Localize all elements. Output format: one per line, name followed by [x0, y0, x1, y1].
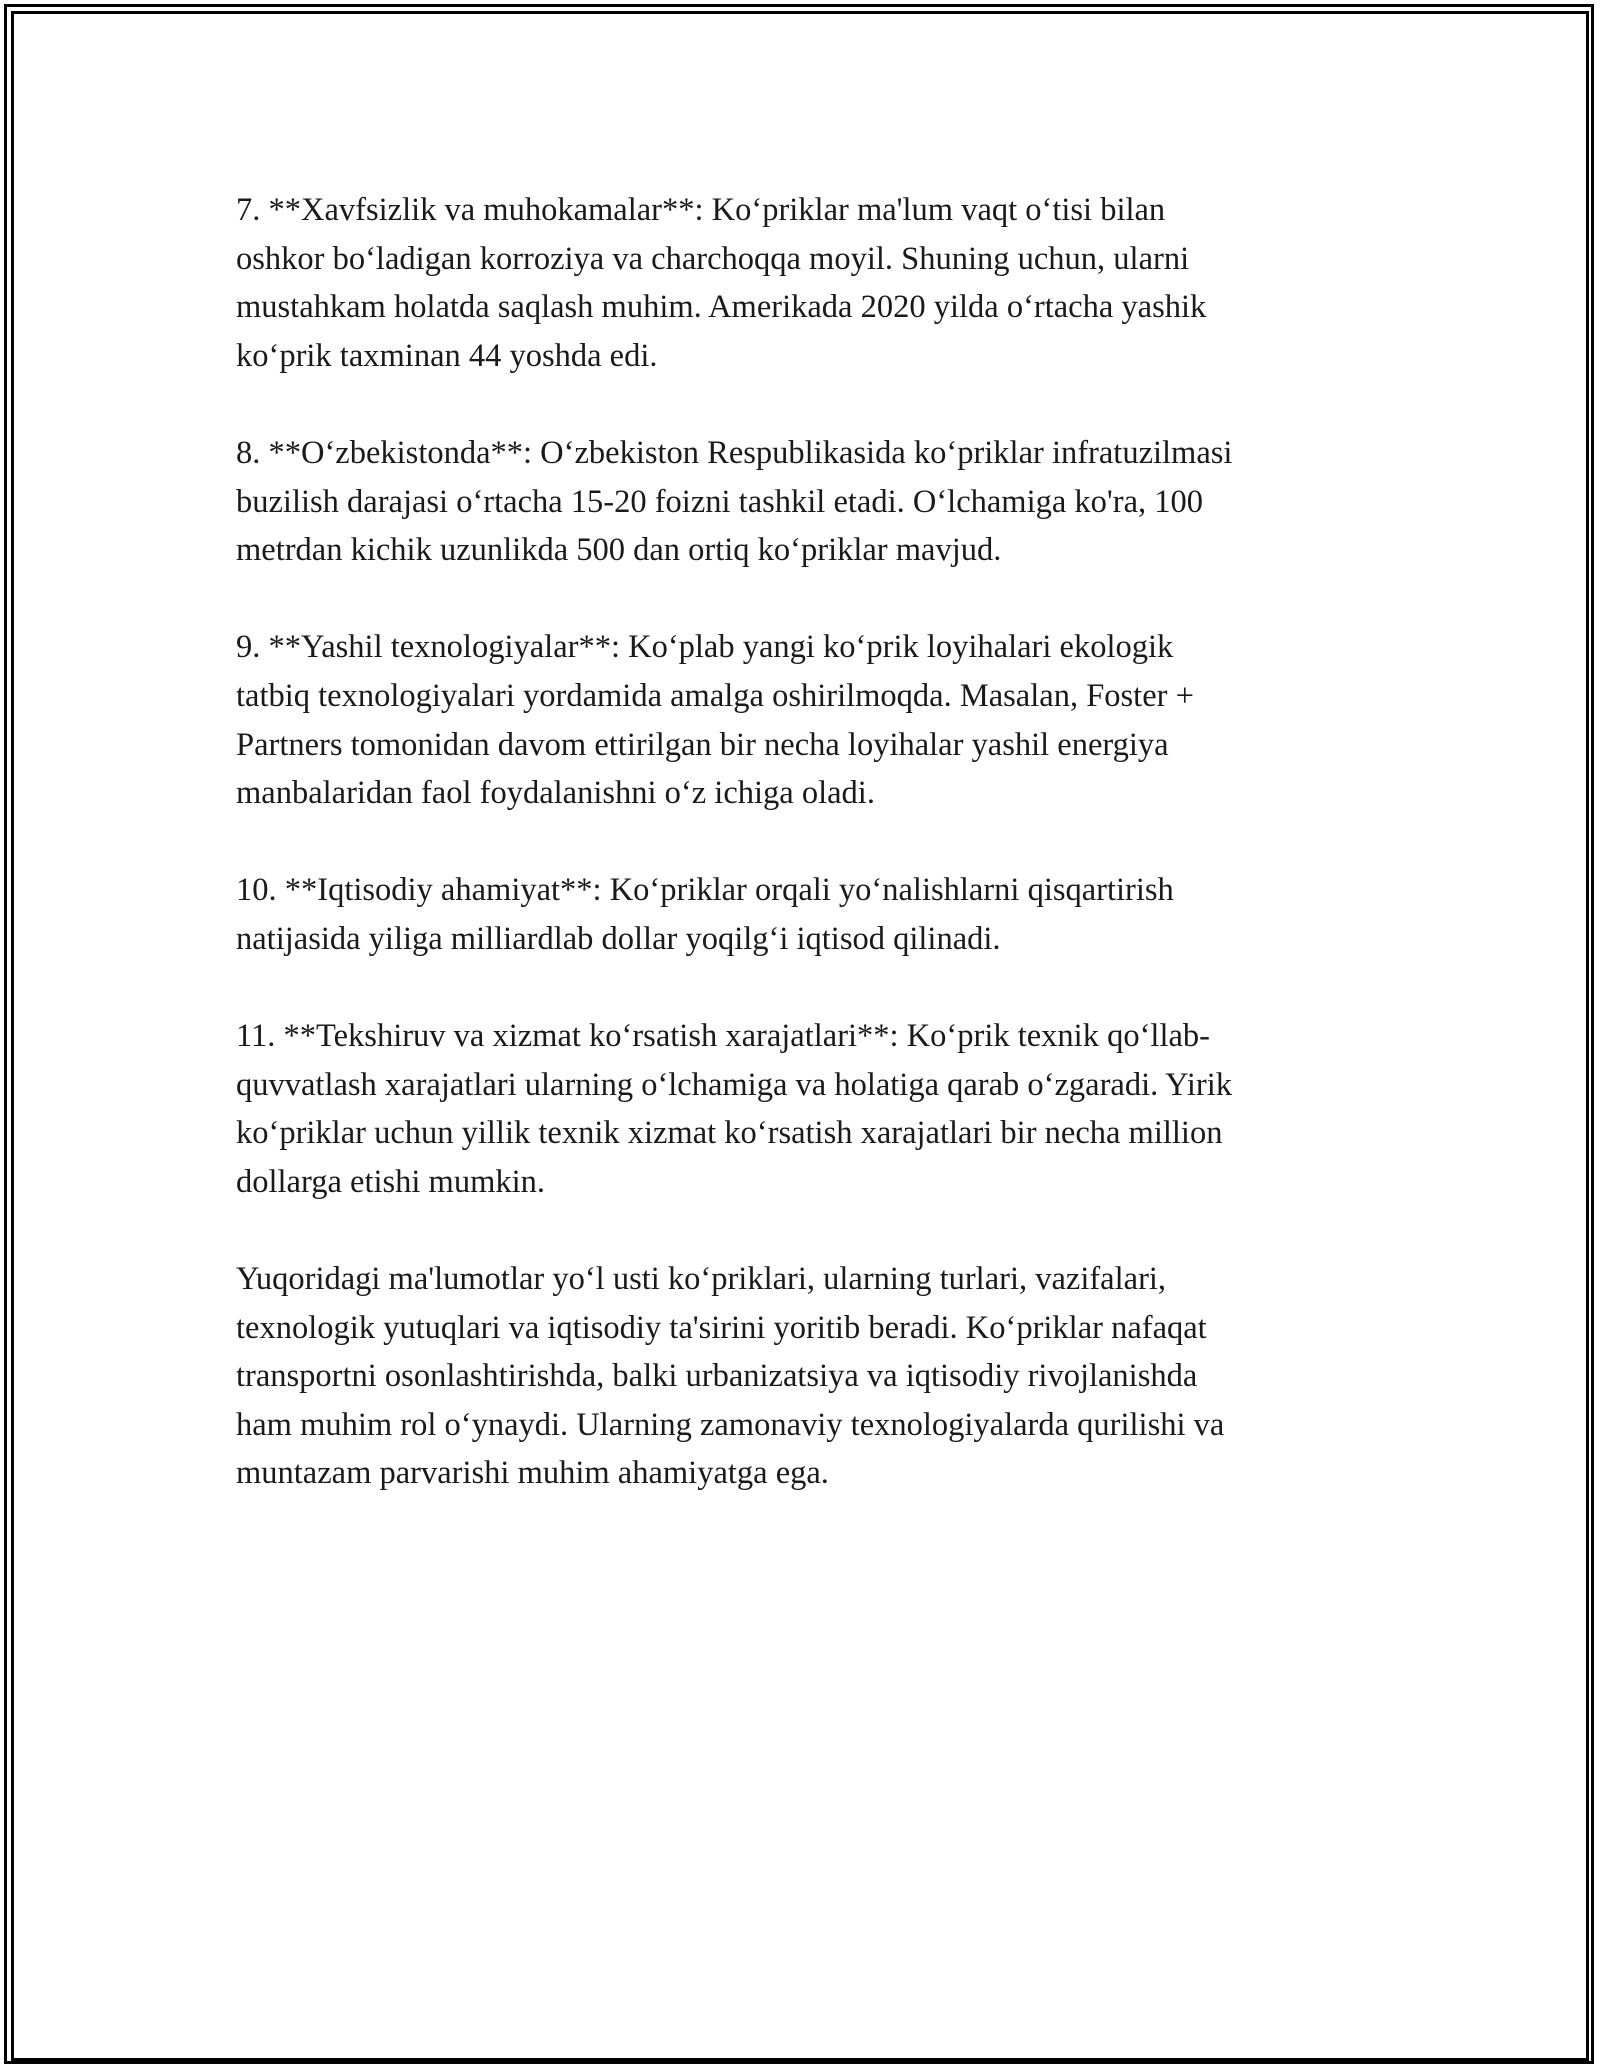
text-line: metrdan kichik uzunlikda 500 dan ortiq ko‘priklar mavjud.	[236, 532, 1002, 569]
text-line: Yuqoridagi ma'lumotlar yo‘l usti ko‘priklari, ularning turlari, vazifalari,	[236, 1261, 1167, 1298]
text-line: 11. **Tekshiruv va xizmat ko‘rsatish xarajatlari**: Ko‘prik texnik qo‘llab-	[236, 1018, 1210, 1055]
text-line: 10. **Iqtisodiy ahamiyat**: Ko‘priklar orqali yo‘nalishlarni qisqartirish	[236, 872, 1174, 909]
text-line: buzilish darajasi o‘rtacha 15-20 foizni tashkil etadi. O‘lchamiga ko'ra, 100	[236, 483, 1204, 520]
text-line: tatbiq texnologiyalari yordamida amalga oshirilmoqda. Masalan, Foster +	[236, 677, 1194, 714]
text-line: ko‘prik taxminan 44 yoshda edi.	[236, 337, 658, 374]
text-line: texnologik yutuqlari va iqtisodiy ta'sirini yoritib beradi. Ko‘priklar nafaqat	[236, 1309, 1207, 1346]
text-line: quvvatlash xarajatlari ularning o‘lchamiga va holatiga qarab o‘zgaradi. Yirik	[236, 1066, 1232, 1103]
text-line: Partners tomonidan davom ettirilgan bir necha loyihalar yashil energiya	[236, 726, 1169, 763]
paragraph-economic	[236, 866, 1396, 963]
text-line: natijasida yiliga milliardlab dollar yoqilg‘i iqtisod qilinadi.	[236, 920, 1001, 957]
text-line: manbalaridan faol foydalanishni o‘z ichiga oladi.	[236, 775, 875, 812]
text-line: muntazam parvarishi muhim ahamiyatga ega.	[236, 1455, 829, 1492]
text-line: mustahkam holatda saqlash muhim. Amerikada 2020 yilda o‘rtacha yashik	[236, 289, 1207, 326]
text-line: 8. **O‘zbekistonda**: O‘zbekiston Respublikasida ko‘priklar infratuzilmasi	[236, 434, 1233, 471]
text-line: 9. **Yashil texnologiyalar**: Ko‘plab yangi ko‘prik loyihalari ekologik	[236, 629, 1174, 666]
text-line: ham muhim rol o‘ynaydi. Ularning zamonaviy texnologiyalarda qurilishi va	[236, 1406, 1225, 1443]
paragraph-safety	[236, 186, 1396, 380]
paragraph-green-tech	[236, 623, 1396, 817]
text-line: dollarga etishi mumkin.	[236, 1163, 546, 1200]
text-line: ko‘priklar uchun yillik texnik xizmat ko‘rsatish xarajatlari bir necha million	[236, 1115, 1223, 1152]
paragraph-conclusion	[236, 1255, 1396, 1498]
paragraph-uzbekistan	[236, 429, 1396, 575]
paragraph-maintenance	[236, 1012, 1396, 1206]
text-line: oshkor bo‘ladigan korroziya va charchoqqa moyil. Shuning uchun, ularni	[236, 240, 1190, 277]
text-line: 7. **Xavfsizlik va muhokamalar**: Ko‘priklar ma'lum vaqt o‘tisi bilan	[236, 192, 1166, 228]
text-line: transportni osonlashtirishda, balki urbanizatsiya va iqtisodiy rivojlanishda	[236, 1358, 1198, 1395]
document-body	[236, 186, 1396, 1547]
